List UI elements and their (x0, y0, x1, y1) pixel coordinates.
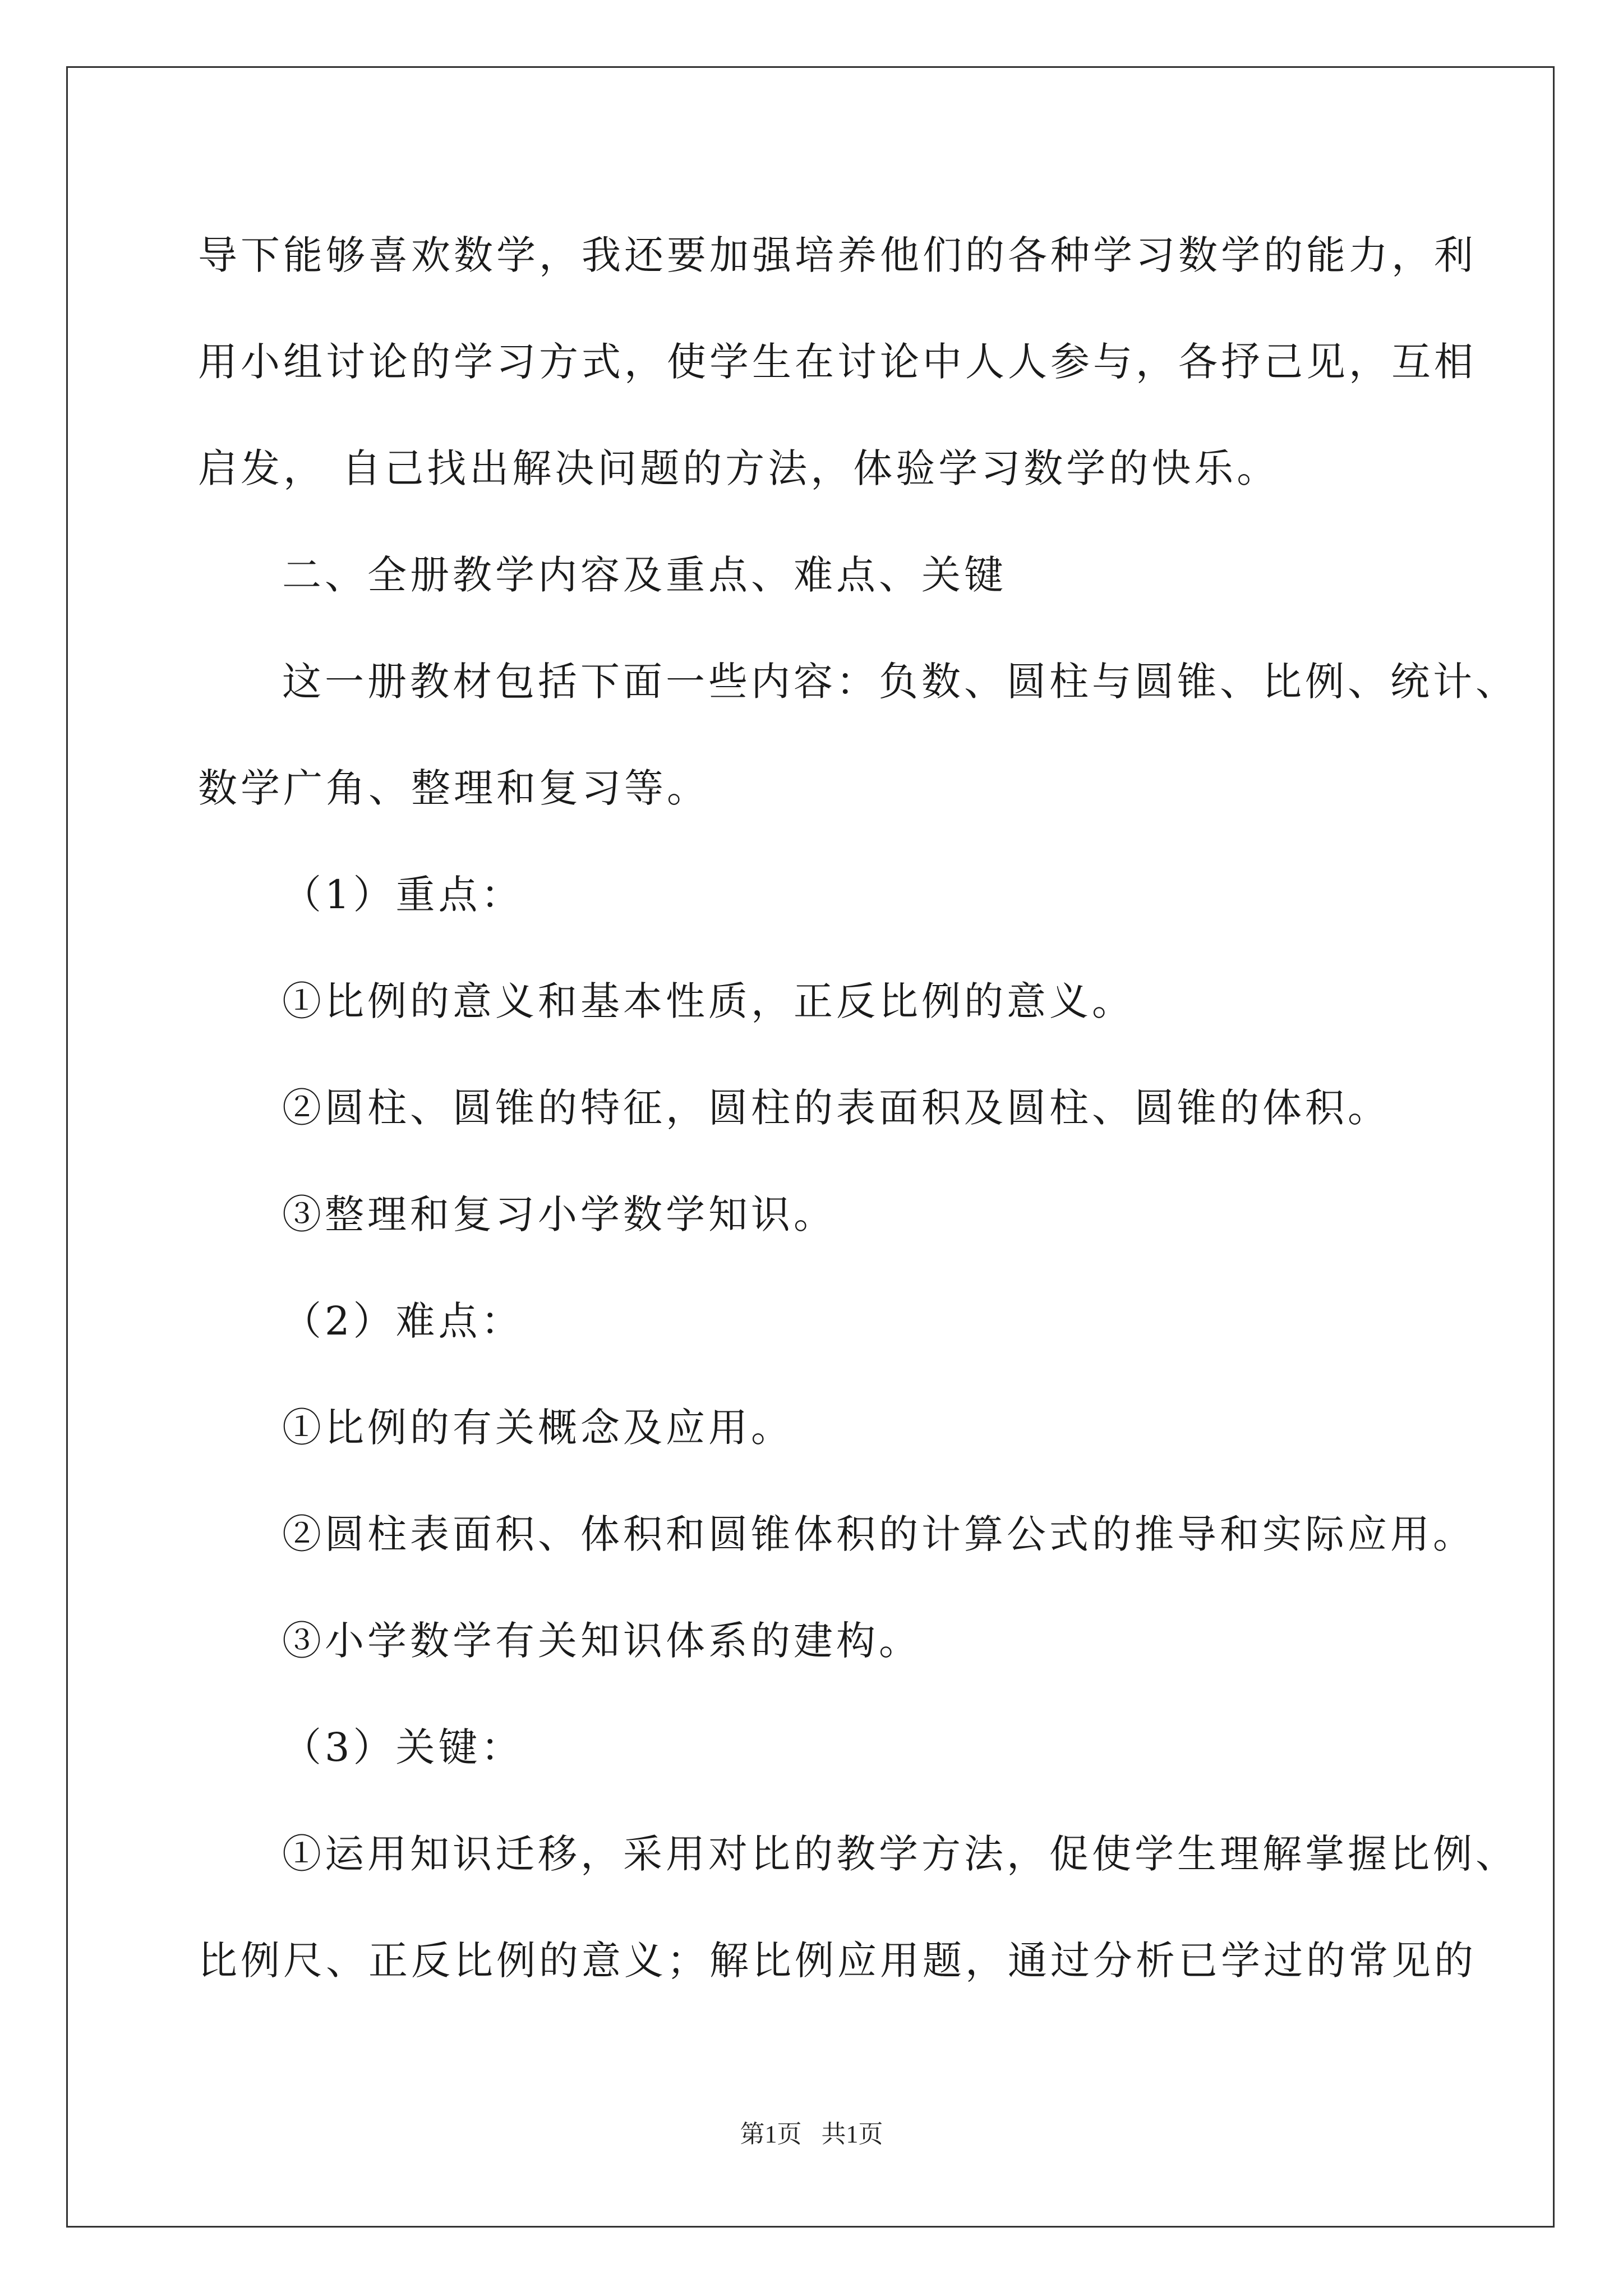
list-item: ①比例的有关概念及应用。 (282, 1405, 794, 1451)
section-heading: 二、全册教学内容及重点、难点、关键 (282, 552, 1007, 598)
list-item: ②圆柱表面积、体积和圆锥体积的计算公式的推导和实际应用。 (282, 1511, 1476, 1557)
text-line-6: 数学广角、整理和复习等。 (198, 765, 709, 811)
list-item: ③整理和复习小学数学知识。 (282, 1191, 836, 1237)
subheading-difficulties: （2）难点： (282, 1298, 524, 1344)
text-line-3: 启发， 自己找出解决问题的方法，体验学习数学的快乐。 (198, 445, 1280, 491)
list-item: ②圆柱、圆锥的特征，圆柱的表面积及圆柱、圆锥的体积。 (282, 1085, 1390, 1131)
page-number-total: 共1页 (821, 2120, 883, 2148)
list-item: ③小学数学有关知识体系的建构。 (282, 1618, 921, 1664)
subheading-key: （3）关键： (282, 1724, 524, 1770)
text-line-5: 这一册教材包括下面一些内容：负数、圆柱与圆锥、比例、统计、 (282, 659, 1518, 705)
text-line-2: 用小组讨论的学习方式，使学生在讨论中人人参与，各抒己见，互相 (198, 339, 1477, 385)
list-item: ①运用知识迁移，采用对比的教学方法，促使学生理解掌握比例、 (282, 1831, 1518, 1877)
list-item: ①比例的意义和基本性质，正反比例的意义。 (282, 978, 1135, 1024)
page-footer (0, 2118, 1623, 2151)
text-line-1: 导下能够喜欢数学，我还要加强培养他们的各种学习数学的能力，利 (198, 232, 1477, 278)
subheading-key-points: （1）重点： (282, 872, 524, 918)
document-body (198, 202, 1518, 2014)
page-number-current: 第1页 (740, 2120, 802, 2148)
text-line-17: 比例尺、正反比例的意义；解比例应用题，通过分析已学过的常见的 (198, 1938, 1477, 1984)
